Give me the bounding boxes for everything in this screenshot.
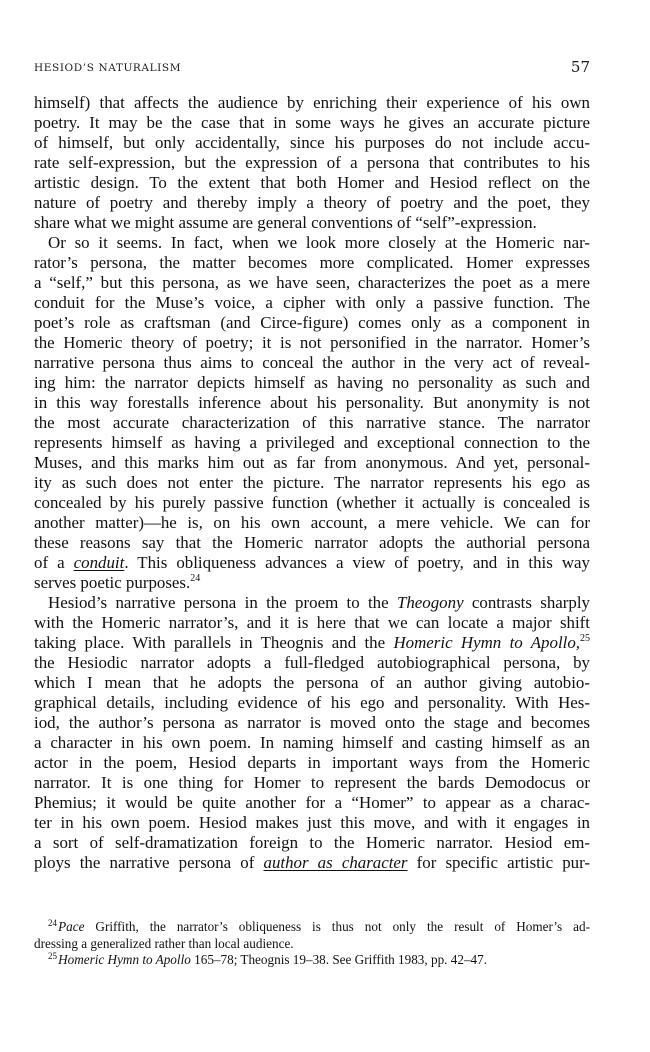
- footnote-24-continuation: dressing a generalized rather than local audience.: [34, 935, 294, 951]
- text-line: the Hesiodic narrator adopts a full-fledged autobiographical persona, by: [34, 653, 590, 672]
- text-line: a character in his own poem. In naming himself and casting himself as an: [34, 733, 590, 752]
- paragraph-start-line: Or so it seems. In fact, when we look more closely at the Homeric nar-: [48, 233, 590, 252]
- text-line: ing him: the narrator depicts himself as having no personality as such and: [34, 373, 590, 392]
- text-line: iod, the author’s persona as narrator is moved onto the stage and becomes: [34, 713, 590, 732]
- text-line: artistic design. To the extent that both Homer and Hesiod reflect on the: [34, 173, 590, 192]
- page-number: 57: [570, 58, 590, 76]
- text-line: poetry. It may be the case that in some ways he gives an accurate picture: [34, 113, 590, 132]
- footnote-ref-25[interactable]: 25: [580, 633, 590, 644]
- text-line: conduit for the Muse’s voice, a cipher with only a passive function. The: [34, 293, 590, 312]
- running-head: [34, 58, 590, 78]
- text-line: represents himself as having a privileged and exceptional connection to the: [34, 433, 590, 452]
- text-line: of a conduit. This obliqueness advances a view of poetry, and in this way: [34, 553, 590, 572]
- text-line: rate self-expression, but the expression of a persona that contributes to his: [34, 153, 590, 172]
- title-theogony: Theogony: [396, 593, 464, 612]
- text-line: narrative persona thus aims to conceal the author in the very act of reveal-: [34, 353, 590, 372]
- text-line: actor in the poem, Hesiod departs in important ways from the Homeric: [34, 753, 590, 772]
- text-line: ter in his own poem. Hesiod makes just this move, and with it engages in: [34, 813, 590, 832]
- text-line: another matter)—he is, on his own account, a mere vehicle. We can for: [34, 513, 590, 532]
- footnote-24: $^{24}$ Pace Griffith, the narrator’s obliqueness is thus not only the result of Homer’s ad-: [48, 919, 590, 934]
- text-line: nature of poetry and thereby imply a theory of poetry and the poet, they: [34, 193, 590, 212]
- footnote-25: $^{25}$ Homeric Hymn to Apollo 165–78; Theognis 19–38. See Griffith 1983, pp. 42–47.: [48, 952, 488, 967]
- text-line: a sort of self-dramatization foreign to the Homeric narrator. Hesiod em-: [34, 833, 590, 852]
- text-line: taking place. With parallels in Theognis and the Homeric Hymn to Apollo,$^{25}$: [34, 633, 590, 652]
- text-line: in this way forestalls inference about his personality. But anonymity is not: [34, 393, 590, 412]
- paragraph-start-line: Hesiod’s narrative persona in the proem to the Theogony contrasts sharply: [48, 593, 590, 612]
- text-line: himself) that affects the audience by enriching their experience of his own: [34, 93, 590, 112]
- title-homeric-hymn: Homeric Hymn to Apollo,: [393, 633, 581, 652]
- text-line: narrator. It is one thing for Homer to represent the bards Demodocus or: [34, 773, 590, 792]
- body-text: [34, 93, 590, 873]
- footnote-mark-24: 24: [48, 919, 57, 928]
- emphasis-author-as-character: author as character: [263, 853, 408, 872]
- text-line: of himself, but only accidentally, since his purposes do not include accu-: [34, 133, 590, 152]
- footnote-ref-24[interactable]: 24: [190, 573, 201, 584]
- footnote-mark-25: 25: [48, 952, 57, 961]
- text-line: graphical details, including evidence of his ego and personality. With Hes-: [34, 693, 590, 712]
- footnotes: [34, 919, 590, 969]
- running-title: HESIOD’S NATURALISM: [34, 62, 182, 74]
- text-line: serves poetic purposes.$^{24}$: [34, 573, 201, 592]
- text-line: concealed by his purely passive function (whether it actually is concealed is: [34, 493, 590, 512]
- text-line: with the Homeric narrator’s, and it is here that we can locate a major shift: [34, 613, 590, 632]
- text-line: which I mean that he adopts the persona of an author giving autobio-: [34, 673, 590, 692]
- text-line: share what we might assume are general conventions of “self”-expression.: [34, 213, 537, 232]
- text-line: these reasons say that the Homeric narrator adopts the authorial persona: [34, 533, 590, 552]
- text-line: Phemius; it would be quite another for a “Homer” to appear as a charac-: [34, 793, 590, 812]
- text-line: ity as such does not enter the picture. The narrator represents his ego as: [34, 473, 590, 492]
- emphasis-conduit: conduit: [73, 553, 125, 572]
- text-line: the most accurate characterization of this narrative stance. The narrator: [34, 413, 590, 432]
- text-line: rator’s persona, the matter becomes more complicated. Homer expresses: [34, 253, 590, 272]
- text-line: Muses, and this marks him out as far from anonymous. And yet, personal-: [34, 453, 590, 472]
- text-line: the Homeric theory of poetry; it is not personified in the narrator. Homer’s: [34, 333, 590, 352]
- text-line: a “self,” but this persona, as we have seen, characterizes the poet as a mere: [34, 273, 590, 292]
- text-line: poet’s role as craftsman (and Circe-figure) comes only as a component in: [34, 313, 590, 332]
- text-line: ploys the narrative persona of author as character for specific artistic pur-: [34, 853, 590, 872]
